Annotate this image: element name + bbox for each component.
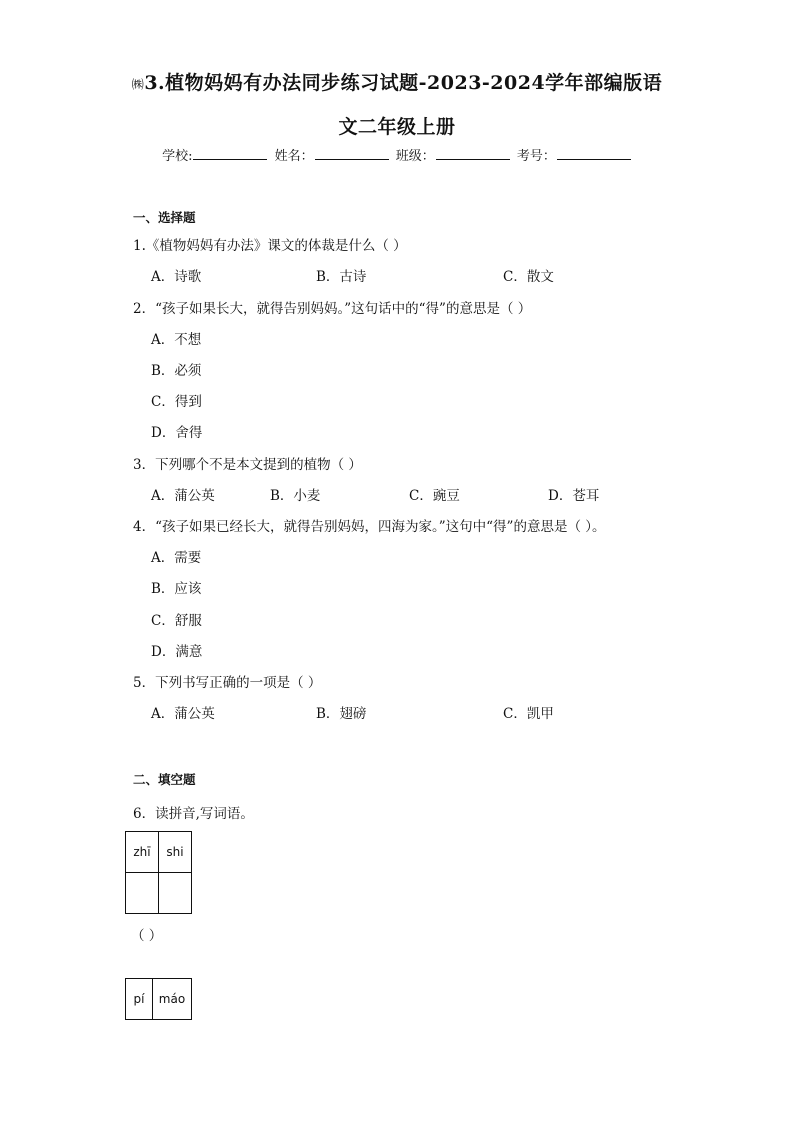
student-info-row [0, 145, 794, 164]
q4-option-b[interactable]: B．应该 [151, 581, 202, 597]
q5-option-b[interactable]: B．翅磅 [316, 706, 367, 722]
answer-cell[interactable] [126, 873, 159, 914]
section-choice-heading: 一、选择题 [133, 210, 196, 225]
q3-option-b[interactable]: B．小麦 [270, 488, 321, 504]
name-field[interactable] [315, 147, 389, 160]
school-field[interactable] [193, 147, 267, 160]
q5-option-c[interactable]: C．凯甲 [503, 706, 554, 722]
section-fill-heading: 二、填空题 [133, 772, 196, 787]
class-label: 班级： [395, 149, 435, 164]
pinyin-cell: shi [159, 832, 192, 873]
q5-option-a[interactable]: A．蒲公英 [151, 706, 215, 722]
name-label: 姓名： [274, 149, 314, 164]
q3-option-c[interactable]: C．豌豆 [409, 488, 460, 504]
question-3: 3．下列哪个不是本文提到的植物（ ） [133, 457, 362, 473]
question-5: 5．下列书写正确的一项是（ ） [133, 675, 322, 691]
q2-option-d[interactable]: D．舍得 [151, 425, 203, 441]
number-label: 考号： [516, 149, 556, 164]
q4-option-c[interactable]: C．舒服 [151, 613, 202, 629]
q4-option-a[interactable]: A．需要 [151, 550, 202, 566]
q2-option-b[interactable]: B．必须 [151, 363, 202, 379]
pinyin-cell: zhī [126, 832, 159, 873]
q1-option-a[interactable]: A．诗歌 [151, 269, 202, 285]
question-6: 6．读拼音,写词语。 [133, 806, 254, 822]
number-field[interactable] [557, 147, 631, 160]
school-label: 学校: [162, 149, 193, 164]
question-1: 1.《植物妈妈有办法》课文的体裁是什么（ ） [133, 238, 407, 254]
pinyin-grid-2 [125, 978, 192, 1020]
answer-parentheses[interactable]: （ ） [131, 928, 163, 944]
title-mark: ㈱ [131, 77, 145, 92]
q1-option-c[interactable]: C．散文 [503, 269, 554, 285]
q1-option-b[interactable]: B．古诗 [316, 269, 367, 285]
q3-option-a[interactable]: A．蒲公英 [151, 488, 215, 504]
pinyin-cell: máo [153, 979, 192, 1020]
q3-option-d[interactable]: D．苍耳 [548, 488, 600, 504]
q2-option-a[interactable]: A．不想 [151, 332, 202, 348]
worksheet-title-line1 [0, 68, 794, 95]
q4-option-d[interactable]: D．满意 [151, 644, 203, 660]
question-2: 2．“孩子如果长大，就得告别妈妈。”这句话中的“得”的意思是（ ） [133, 301, 532, 317]
worksheet-title-line2: 文二年级上册 [338, 116, 456, 138]
class-field[interactable] [436, 147, 510, 160]
title-text-1: 3.植物妈妈有办法同步练习试题-2023-2024学年部编版语 [144, 72, 663, 94]
pinyin-cell: pí [126, 979, 153, 1020]
pinyin-grid-1 [125, 831, 192, 914]
q2-option-c[interactable]: C．得到 [151, 394, 202, 410]
answer-cell[interactable] [159, 873, 192, 914]
question-4: 4．“孩子如果已经长大，就得告别妈妈，四海为家。”这句中“得”的意思是（ ）。 [133, 519, 606, 535]
